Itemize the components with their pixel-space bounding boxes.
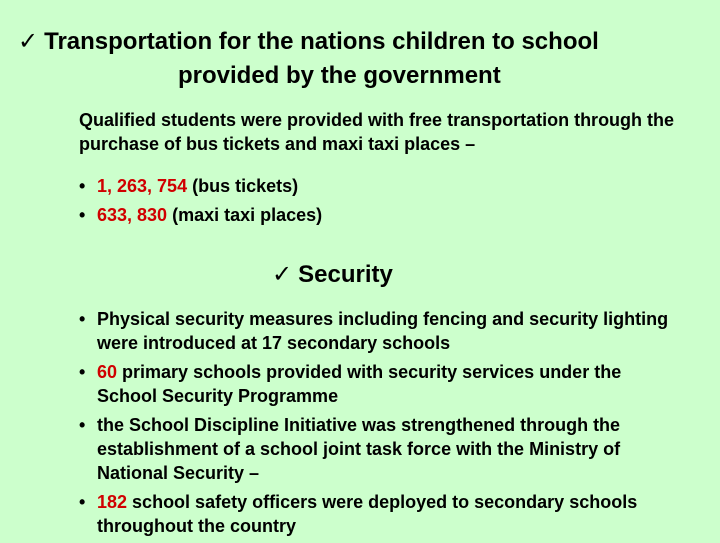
list-item-text: primary schools provided with security services under the School Security Programme — [97, 362, 622, 406]
bullet-icon: • — [79, 176, 86, 196]
bullet-icon: • — [79, 492, 86, 512]
bullet-icon: • — [79, 362, 86, 382]
list-item-text: Physical security measures including fencing and security lighting were introduced at 17 secondary schools — [97, 309, 669, 353]
list-item — [79, 307, 669, 355]
list-item — [79, 203, 679, 227]
bullet-icon: • — [79, 309, 86, 329]
security-heading-label: Security — [298, 261, 393, 288]
slide-title-line2: provided by the government — [178, 62, 501, 89]
primary-school-count: 60 — [97, 362, 118, 382]
intro-paragraph: Qualified students were provided with free transportation through the purchase of bus tickets and maxi taxi places – — [79, 110, 675, 154]
check-mark-icon: ✓ — [272, 260, 293, 288]
security-heading — [272, 257, 393, 292]
list-item-text: the School Discipline Initiative was strengthened through the establishment of a school joint task force with the Ministry of National Security – — [97, 415, 621, 483]
security-list — [79, 307, 669, 543]
list-item-text: (maxi taxi places) — [167, 205, 323, 225]
slide-title — [18, 24, 708, 93]
bullet-icon: • — [79, 415, 86, 435]
bus-ticket-count: 1, 263, 754 — [97, 176, 188, 196]
transport-list — [79, 174, 679, 232]
slide-title-line1: Transportation for the nations children to school — [44, 28, 599, 55]
list-item-text: school safety officers were deployed to secondary schools throughout the country — [97, 492, 638, 536]
maxi-taxi-count: 633, 830 — [97, 205, 168, 225]
list-item — [79, 413, 669, 485]
bullet-icon: • — [79, 205, 86, 225]
list-item — [79, 490, 669, 538]
check-mark-icon: ✓ — [18, 27, 39, 55]
safety-officer-count: 182 — [97, 492, 128, 512]
list-item-text: (bus tickets) — [187, 176, 299, 196]
list-item — [79, 174, 679, 198]
list-item — [79, 360, 669, 408]
